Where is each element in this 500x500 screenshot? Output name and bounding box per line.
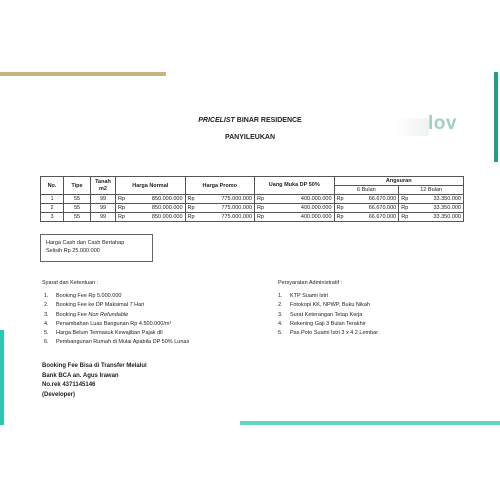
list-item-number: 5. <box>278 330 283 337</box>
note-line-1: Harga Cash dan Cash Bertahap <box>46 240 125 246</box>
cell-tanah: 99 <box>91 213 116 222</box>
list-item-number: 2. <box>278 302 283 309</box>
list-item-number: 1. <box>44 293 49 299</box>
teal-accent-line-left <box>0 330 4 425</box>
transfer-line-2: Bank BCA an. Agus Irawan <box>42 372 119 379</box>
list-item-number: 4. <box>278 320 283 327</box>
terms-item <box>44 338 189 347</box>
cell-currency: Rp <box>116 213 131 222</box>
terms-item <box>44 292 189 301</box>
header-tanah: Tanah m2 <box>91 177 116 195</box>
cell-currency: Rp <box>185 195 200 204</box>
cell-currency: Rp <box>255 195 270 204</box>
cell-6-bulan: 66.670.000 <box>349 195 399 204</box>
list-item-text: Booking Fee ke DP Maksimal 7 Hari <box>56 302 145 309</box>
list-item-number: 1. <box>278 293 283 299</box>
requirements-item <box>278 329 378 338</box>
cell-tipe: 55 <box>64 195 91 204</box>
table-row <box>41 213 464 222</box>
header-6-bulan: 6 Bulan <box>334 186 399 195</box>
transfer-line-4: (Developer) <box>42 391 76 398</box>
header-harga-normal: Harga Normal <box>116 177 186 195</box>
page-subtitle: PANYILEUKAN <box>224 134 276 141</box>
cell-currency: Rp <box>255 213 270 222</box>
list-item-number: 4. <box>44 320 49 327</box>
requirements-item <box>278 320 378 329</box>
list-item-text: Pembangunan Rumah di Mulai Apabila DP 50% Lunas <box>56 339 190 346</box>
list-item-text: Harga Belum Termasuk Kewajiban Pajak dll <box>56 330 163 337</box>
terms-heading: Syarat dan Ketentuan : <box>42 280 99 286</box>
cell-currency: Rp <box>334 195 349 204</box>
header-12-bulan: 12 Bulan <box>399 186 464 195</box>
cell-currency: Rp <box>185 204 200 213</box>
cell-currency: Rp <box>399 204 414 213</box>
cell-tanah: 99 <box>91 204 116 213</box>
cash-price-note <box>40 234 153 262</box>
terms-item <box>44 301 189 310</box>
cell-currency: Rp <box>334 213 349 222</box>
list-item-number: 5. <box>44 330 49 337</box>
transfer-line-3: No.rek 4371145146 <box>42 382 96 388</box>
header-no: No. <box>41 177 64 195</box>
list-item-number: 3. <box>278 311 283 318</box>
requirements-list <box>278 292 378 338</box>
list-item-text: Penambahan Luas Bangunan Rp 4.500.000/m² <box>56 320 172 327</box>
brand-logo: lov <box>428 113 457 134</box>
cell-uang-muka: 400.000.000 <box>269 213 334 222</box>
cell-currency: Rp <box>334 204 349 213</box>
transfer-info <box>42 362 147 400</box>
header-angsuran: Angsuran <box>334 177 463 186</box>
transfer-line-1: Booking Fee Bisa di Transfer Melalui <box>42 363 147 369</box>
requirements-item <box>278 301 378 310</box>
teal-accent-line-bottom <box>240 421 500 425</box>
cell-harga-normal: 850.000.000 <box>130 213 185 222</box>
cell-harga-normal: 850.000.000 <box>130 195 185 204</box>
terms-item <box>44 329 189 338</box>
list-item-text: Rekening Gaji 3 Bulan Terakhir <box>290 320 366 327</box>
cell-no: 3 <box>41 213 64 222</box>
cell-harga-promo: 775.000.000 <box>200 213 255 222</box>
cell-currency: Rp <box>399 195 414 204</box>
terms-list <box>44 292 189 348</box>
cell-6-bulan: 66.670.000 <box>349 204 399 213</box>
cell-currency: Rp <box>399 213 414 222</box>
list-item-text: Surat Keterangan Tetap Kerja <box>290 311 363 318</box>
list-item-number: 3. <box>44 311 49 318</box>
list-item-text: Fotokopi KK, NPWP, Buku Nikah <box>290 302 370 309</box>
cell-no: 1 <box>41 195 64 204</box>
list-item-number: 2. <box>44 302 49 309</box>
gold-accent-line <box>0 72 166 76</box>
cell-12-bulan: 33.350.000 <box>413 204 463 213</box>
requirements-item <box>278 311 378 320</box>
table-row <box>41 195 464 204</box>
cell-tipe: 55 <box>64 204 91 213</box>
cell-currency: Rp <box>116 204 131 213</box>
table-row <box>41 204 464 213</box>
list-item-text: KTP Suami Istri <box>290 293 329 299</box>
header-tipe: Tipe <box>64 177 91 195</box>
cell-tipe: 55 <box>64 213 91 222</box>
page-title: PRICELIST BINAR RESIDENCE <box>198 117 302 124</box>
requirements-item <box>278 292 378 301</box>
price-table <box>40 176 464 222</box>
list-item-text: Booking Fee Non Refundable <box>56 311 129 318</box>
cell-no: 2 <box>41 204 64 213</box>
cell-currency: Rp <box>255 204 270 213</box>
cell-currency: Rp <box>185 213 200 222</box>
header-harga-promo: Harga Promo <box>185 177 255 195</box>
cell-12-bulan: 33.350.000 <box>413 195 463 204</box>
header-uang-muka: Uang Muka DP 50% <box>255 177 334 195</box>
cell-uang-muka: 400.000.000 <box>269 195 334 204</box>
cell-harga-normal: 850.000.000 <box>130 204 185 213</box>
list-item-text: Pas Poto Suami Istri 3 x 4 2 Lembar <box>290 330 379 337</box>
cell-harga-promo: 775.000.000 <box>200 204 255 213</box>
cell-currency: Rp <box>116 195 131 204</box>
terms-item <box>44 311 189 320</box>
cell-tanah: 99 <box>91 195 116 204</box>
cell-uang-muka: 400.000.000 <box>269 204 334 213</box>
requirements-heading: Persyaratan Administratif : <box>278 280 343 286</box>
list-item-number: 6. <box>44 339 49 346</box>
cell-harga-promo: 775.000.000 <box>200 195 255 204</box>
terms-item <box>44 320 189 329</box>
cell-6-bulan: 66.670.000 <box>349 213 399 222</box>
list-item-text: Booking Fee Rp 5.000.000 <box>56 293 122 299</box>
note-line-2: Selisih Rp 25.000.000 <box>46 248 100 254</box>
cell-12-bulan: 33.350.000 <box>413 213 463 222</box>
